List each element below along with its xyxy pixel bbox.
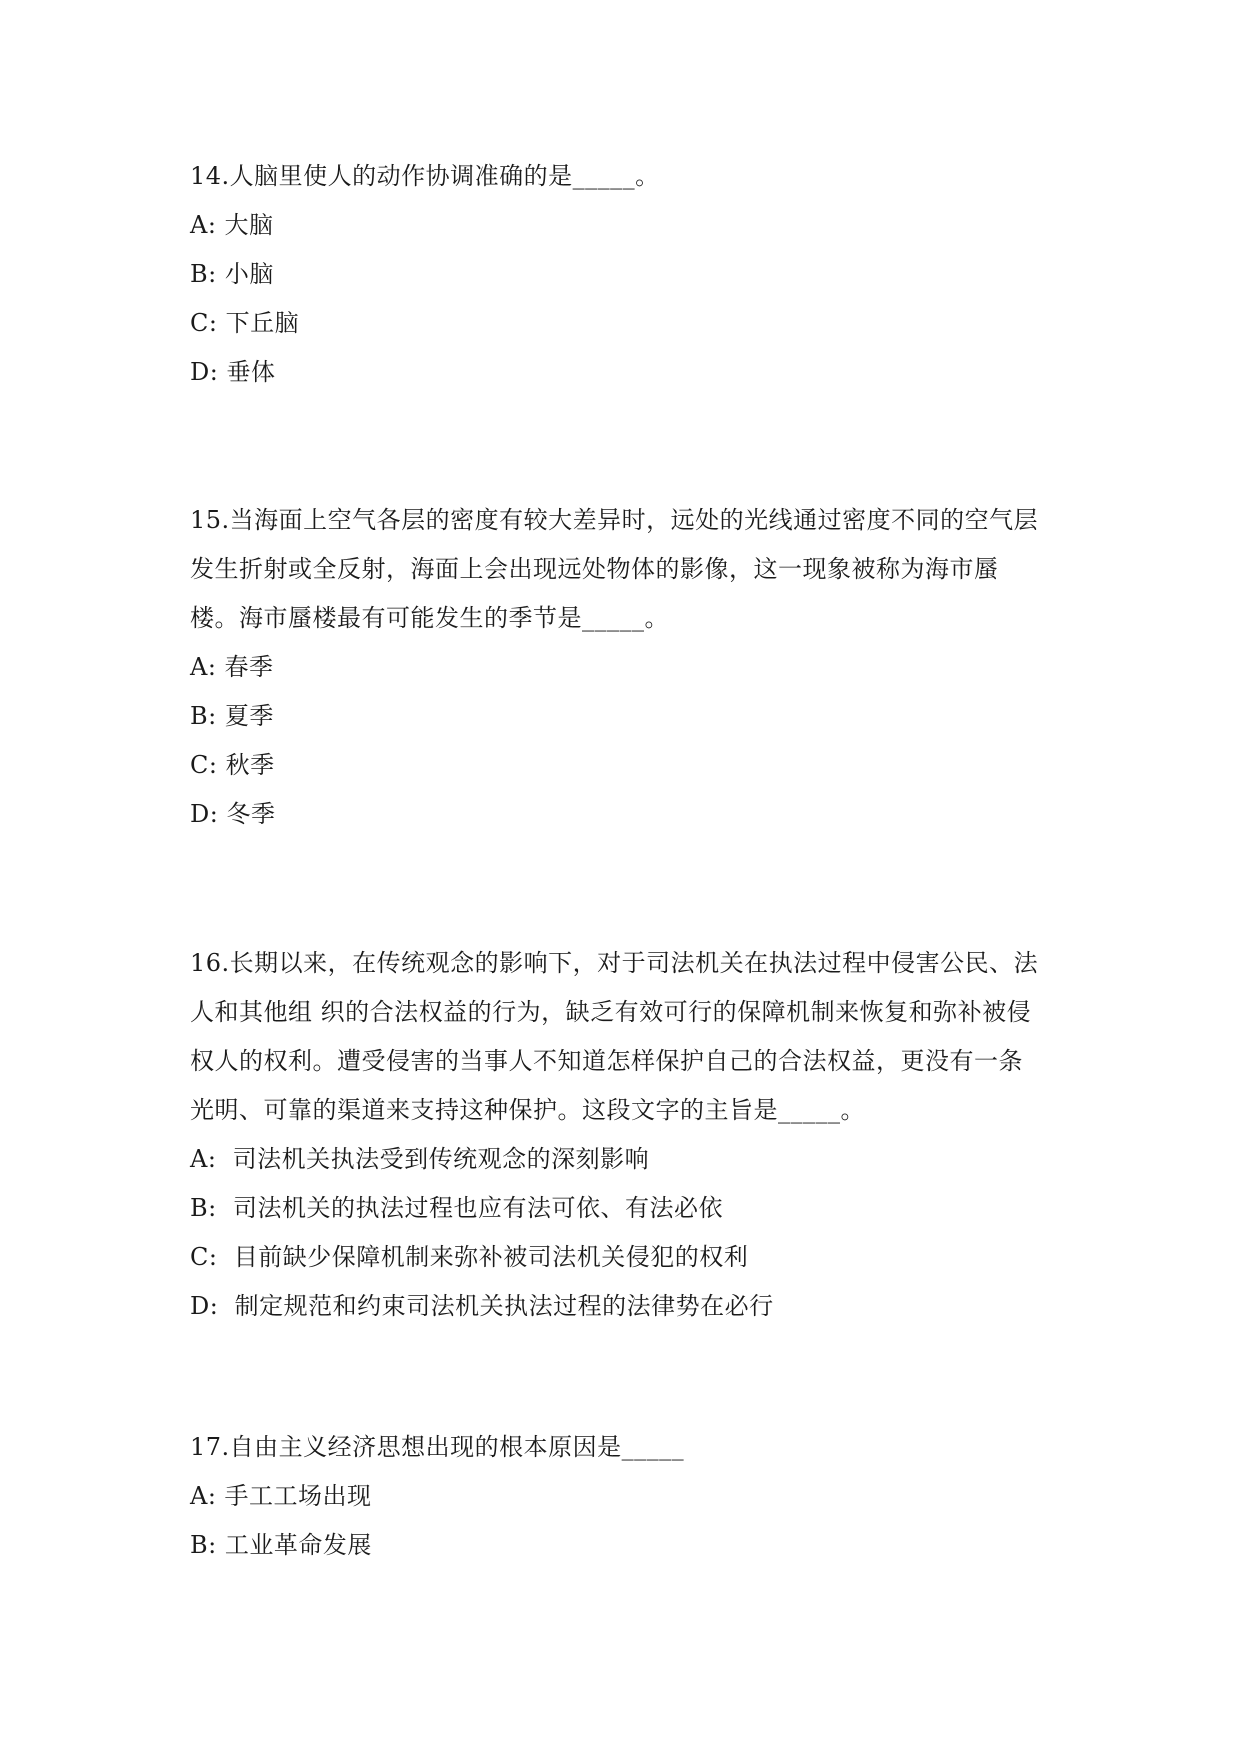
question-text: 16.长期以来，在传统观念的影响下，对于司法机关在执法过程中侵害公民、法 人和其他组 织的合法权益的行为，缺乏有效可行的保障机制来恢复和弥补被侵 权人的权利。遭受侵害的当事人不知道怎样保护自己的合法权益，更没有一条 光明、可靠的渠道来支持这种保护。这段文字的主旨是_____。 — [190, 949, 1039, 1124]
option-c: C: 下丘脑 — [190, 309, 300, 337]
option-list — [190, 1472, 1070, 1570]
option-c: C: 秋季 — [190, 751, 275, 779]
option-a: A: 大脑 — [190, 211, 274, 239]
option-list — [190, 201, 1070, 397]
question-16 — [190, 939, 1070, 1331]
option-list — [190, 1135, 1070, 1331]
question-14 — [190, 152, 1070, 397]
option-a: A: 春季 — [190, 653, 274, 681]
question-text: 14.人脑里使人的动作协调准确的是_____。 — [190, 162, 660, 190]
option-a: A: 司法机关执法受到传统观念的深刻影响 — [190, 1145, 650, 1173]
option-a: A: 手工工场出现 — [190, 1482, 372, 1510]
option-b: B: 夏季 — [190, 702, 274, 730]
option-d: D: 制定规范和约束司法机关执法过程的法律势在必行 — [190, 1292, 774, 1320]
question-17 — [190, 1423, 1070, 1570]
option-b: B: 司法机关的执法过程也应有法可依、有法必依 — [190, 1194, 723, 1222]
question-text: 15.当海面上空气各层的密度有较大差异时，远处的光线通过密度不同的空气层 发生折射或全反射，海面上会出现远处物体的影像，这一现象被称为海市蜃 楼。海市蜃楼最有可能发生的季节是_____。 — [190, 506, 1039, 632]
option-b: B: 小脑 — [190, 260, 274, 288]
option-d: D: 垂体 — [190, 358, 276, 386]
option-d: D: 冬季 — [190, 800, 276, 828]
question-text: 17.自由主义经济思想出现的根本原因是_____ — [190, 1433, 685, 1461]
option-c: C: 目前缺少保障机制来弥补被司法机关侵犯的权利 — [190, 1243, 749, 1271]
option-list — [190, 643, 1070, 839]
question-15 — [190, 496, 1070, 839]
option-b: B: 工业革命发展 — [190, 1531, 372, 1559]
